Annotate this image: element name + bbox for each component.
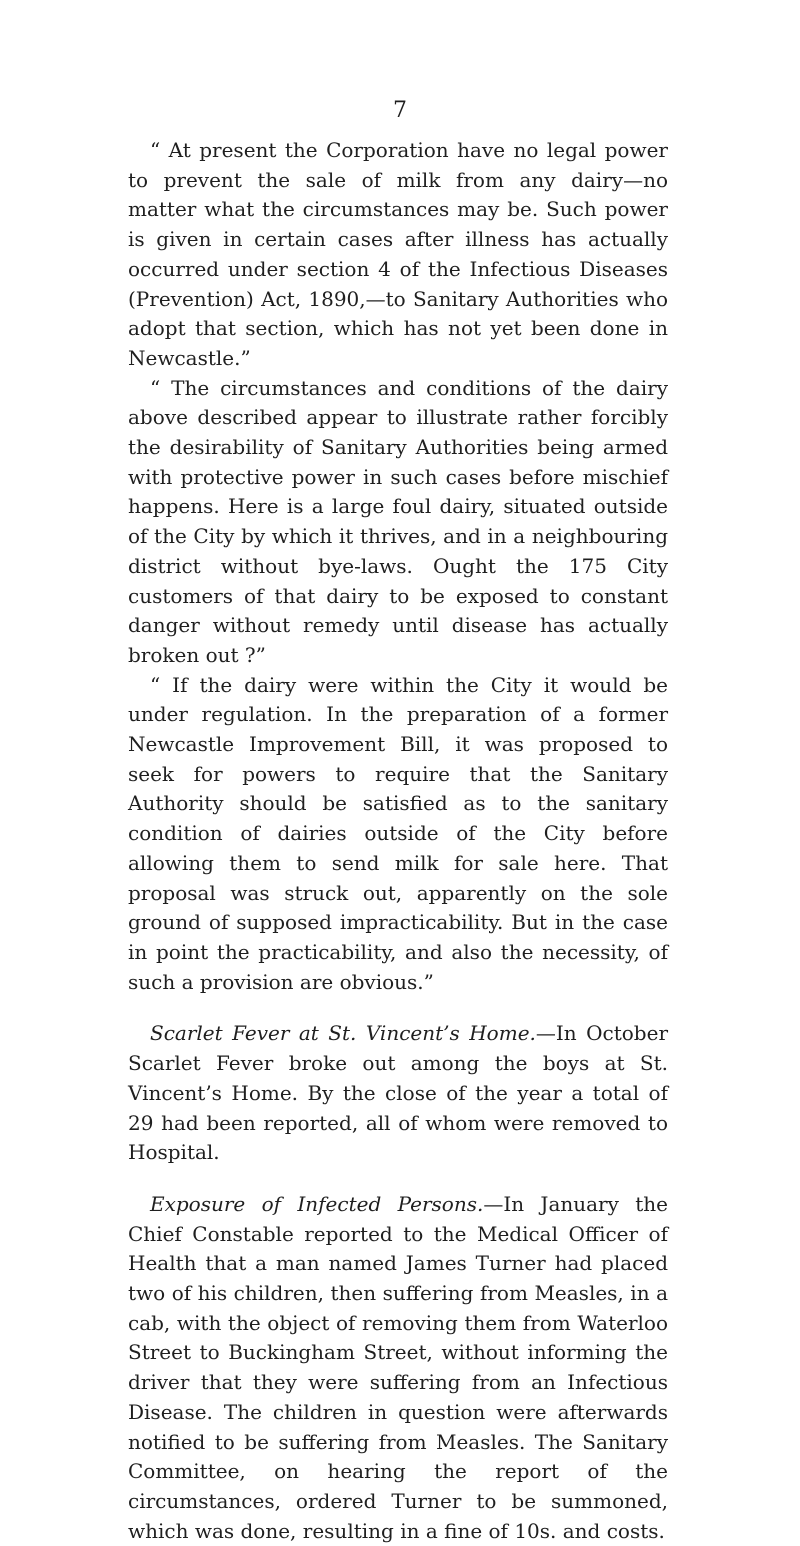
quote-paragraph-3: “ If the dairy were within the City it would be under regulation. In the preparation of a former Newcastle Improvement Bill, it was proposed to seek for powers to require that the Sanitary Authority should be satisfied as to the sanitary condition of dairies outside of the City before allowing them to send milk for sale here. That proposal was struck out, apparently on the sole ground of supposed impracticability. But in the case in point the practicability, and also the necessity, of such a provision are obvious.” [128, 672, 668, 994]
section-heading-exposure: Exposure of Infected Persons. [150, 1191, 484, 1216]
body-text [128, 136, 668, 1546]
quote-paragraph-1: “ At present the Corporation have no legal power to prevent the sale of milk from any dairy—no matter what the circumstances may be. Such power is given in certain cases after illness has actually occurred under section 4 of the Infectious Diseases (Prevention) Act, 1890,—to Sanitary Authorities who adopt that section, which has not yet been done in Newcastle.” [128, 138, 668, 370]
section-heading-scarlet-fever: Scarlet Fever at St. Vincent’s Home. [150, 1021, 536, 1046]
section-paragraph-exposure [128, 1190, 668, 1546]
section-text-scarlet-fever: —In October Scarlet Fever broke out among the boys at St. Vincent’s Home. By the close of the year a total of 29 had been reported, all of whom were removed to Hospital. [128, 1021, 669, 1165]
section-text-exposure: —In January the Chief Constable reported to the Medical Officer of Health that a man named James Turner had placed two of his children, then suffering from Measles, in a cab, with the object of removing them from Waterloo Street to Buckingham Street, without informing the driver that they were suffering from an Infectious Disease. The children in question were afterwards notified to be suffering from Measles. The Sanitary Committee, on hearing the report of the circumstances, ordered Turner to be summoned, which was done, resulting in a fine of 10s. and costs. [128, 1191, 668, 1543]
quote-paragraph-2: “ The circumstances and conditions of the dairy above described appear to illustrate rather forcibly the desirability of Sanitary Authorities being armed with protective power in such cases before mischief happens. Here is a large foul dairy, situated outside of the City by which it thrives, and in a neighbouring district without bye-laws. Ought the 175 City customers of that dairy to be exposed to constant danger without remedy until disease has actually broken out ?” [128, 375, 668, 667]
section-paragraph-scarlet-fever [128, 1019, 668, 1168]
page-number: 7 [393, 98, 407, 123]
